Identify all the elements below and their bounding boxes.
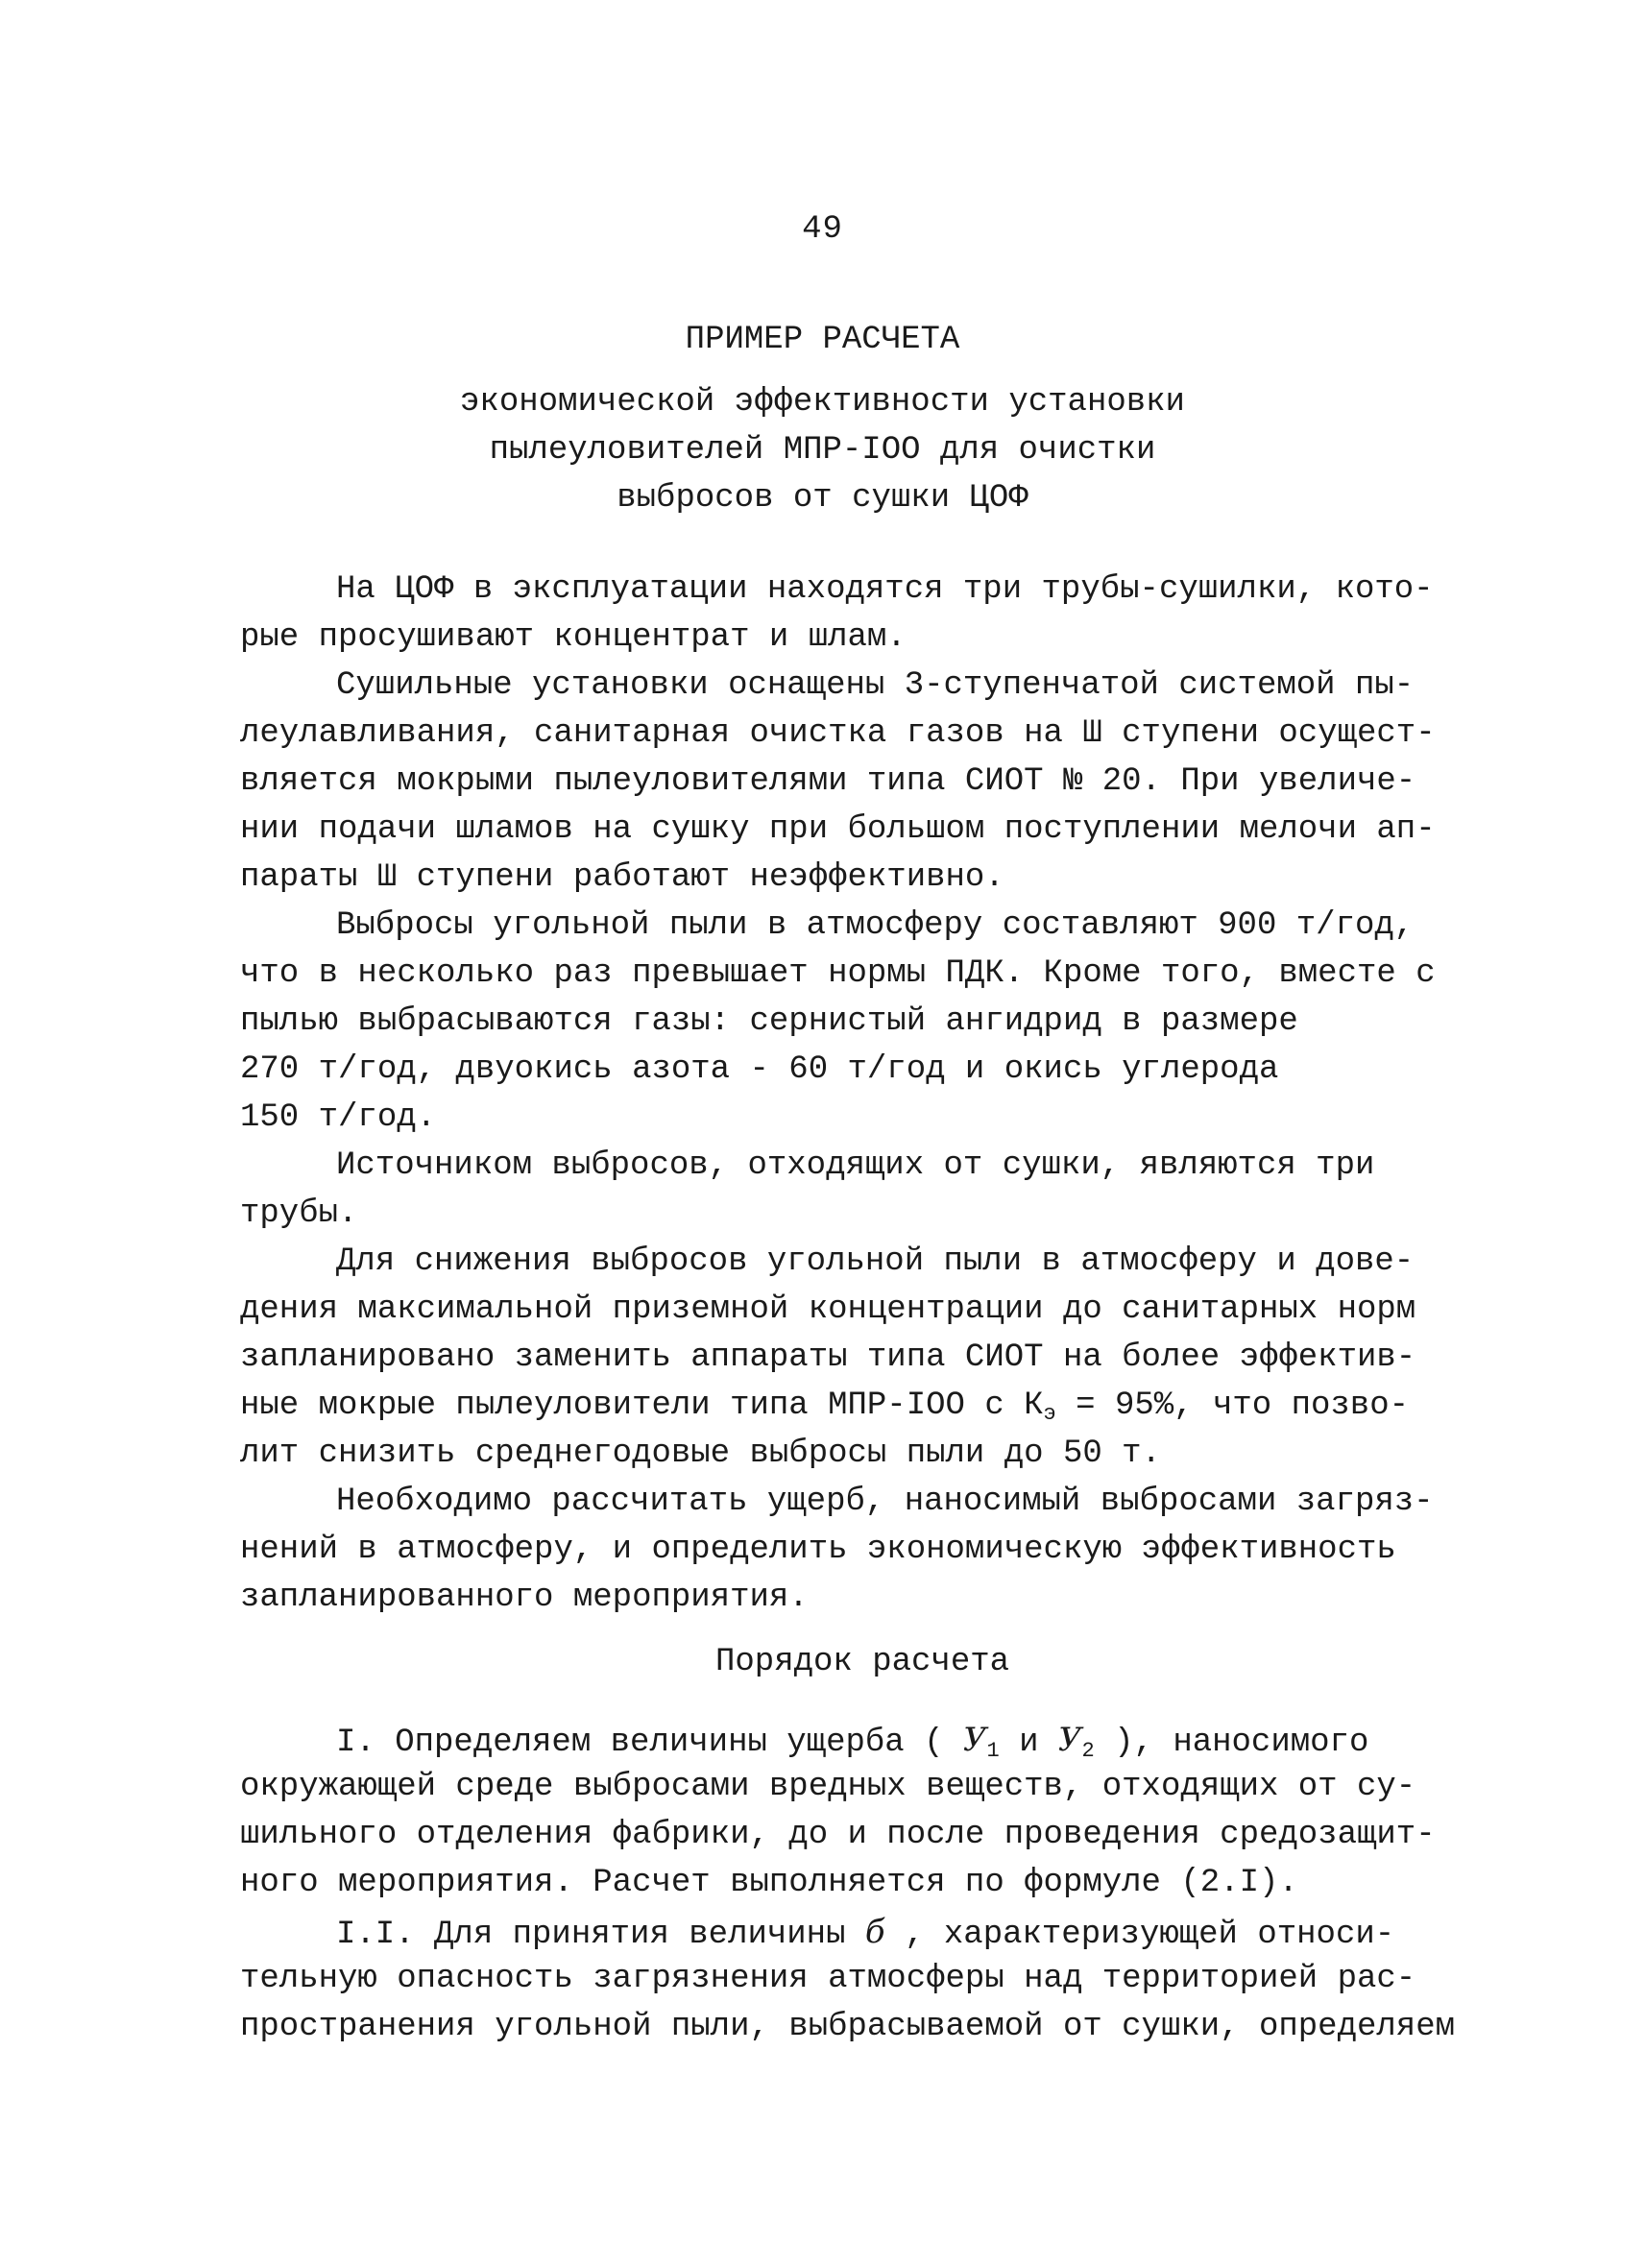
calc-line-5 [336,1913,1394,1953]
body-line: лит снизить среднегодовые выбросы пыли до 50 т. [240,1436,1161,1472]
body-line: рые просушивают концентрат и шлам. [240,619,907,656]
body-line: нии подачи шламов на сушку при большом поступлении мелочи ап- [240,811,1436,848]
body-line: запланированного мероприятия. [240,1580,809,1616]
calc-line: окружающей среде выбросами вредных веществ, отходящих от су- [240,1769,1416,1805]
body-line: На ЦОФ в эксплуатации находятся три трубы-сушилки, кото- [336,571,1434,608]
body-line: вляется мокрыми пылеуловителями типа СИОТ № 20. При увеличе- [240,763,1416,800]
u1-subscript: 1 [986,1739,1000,1763]
u-symbol: У [962,1721,987,1759]
body-line: параты Ш ступени работают неэффективно. [240,859,1004,896]
calc-line: ного мероприятия. Расчет выполняется по формуле (2.I). [240,1865,1298,1901]
subtitle-line-3: выбросов от сушки ЦОФ [617,480,1028,517]
body-line-ke [240,1387,1409,1426]
body-line: 270 т/год, двуокись азота - 60 т/год и окись углерода [240,1051,1279,1088]
subtitle-line-1: экономической эффективности установки [460,384,1185,421]
body-line: трубы. [240,1195,358,1232]
calc1-tail: ), наносимого [1094,1725,1369,1761]
body-line: что в несколько раз превышает нормы ПДК. Кроме того, вместе с [240,955,1436,992]
ke-text: ные мокрые пылеуловители типа МПР-IOO с К [240,1387,1044,1424]
body-line: Необходимо рассчитать ущерб, наносимый выбросами загряз- [336,1484,1434,1520]
ke-subscript: э [1043,1402,1056,1426]
calc-line: шильного отделения фабрики, до и после проведения средозащит- [240,1817,1436,1853]
calc-line: пространения угольной пыли, выбрасываемой от сушки, определяем [240,2009,1456,2045]
body-line: леулавливания, санитарная очистка газов на Ш ступени осущест- [240,715,1436,752]
body-line: Сушильные установки оснащены 3-ступенчатой системой пы- [336,667,1415,704]
body-line: запланировано заменить аппараты типа СИОТ на более эффектив- [240,1339,1416,1376]
body-line: Источником выбросов, отходящих от сушки, являются три [336,1147,1375,1184]
body-line: Для снижения выбросов угольной пыли в атмосферу и дове- [336,1243,1415,1280]
calc5-tail: , характеризующей относи- [884,1917,1395,1953]
body-line: 150 т/год. [240,1099,437,1136]
u2-subscript: 2 [1081,1739,1095,1763]
subtitle-line-2: пылеуловителей МПР-IOO для очистки [489,432,1156,469]
body-line: Выбросы угольной пыли в атмосферу составляют 900 т/год, [336,907,1415,944]
section-heading: Порядок расчета [715,1644,1010,1680]
calc-text: I. Определяем величины ущерба ( [336,1725,944,1761]
calc-text: I.I. Для принятия величины [336,1917,846,1953]
body-line: нений в атмосферу, и определить экономическую эффективность [240,1532,1396,1568]
u-symbol-2: У [1057,1721,1082,1759]
body-line: пылью выбрасываются газы: сернистый ангидрид в размере [240,1003,1298,1040]
document-title: ПРИМЕР РАСЧЕТА [685,322,960,358]
calc-line: тельную опасность загрязнения атмосферы над территорией рас- [240,1961,1416,1997]
ke-tail: = 95%, что позво- [1055,1387,1410,1424]
u-and: и [999,1725,1058,1761]
page-number: 49 [802,211,843,248]
body-line: дения максимальной приземной концентрации до санитарных норм [240,1291,1416,1328]
sigma-symbol: б [864,1913,885,1951]
calc-line-1 [336,1721,1368,1763]
